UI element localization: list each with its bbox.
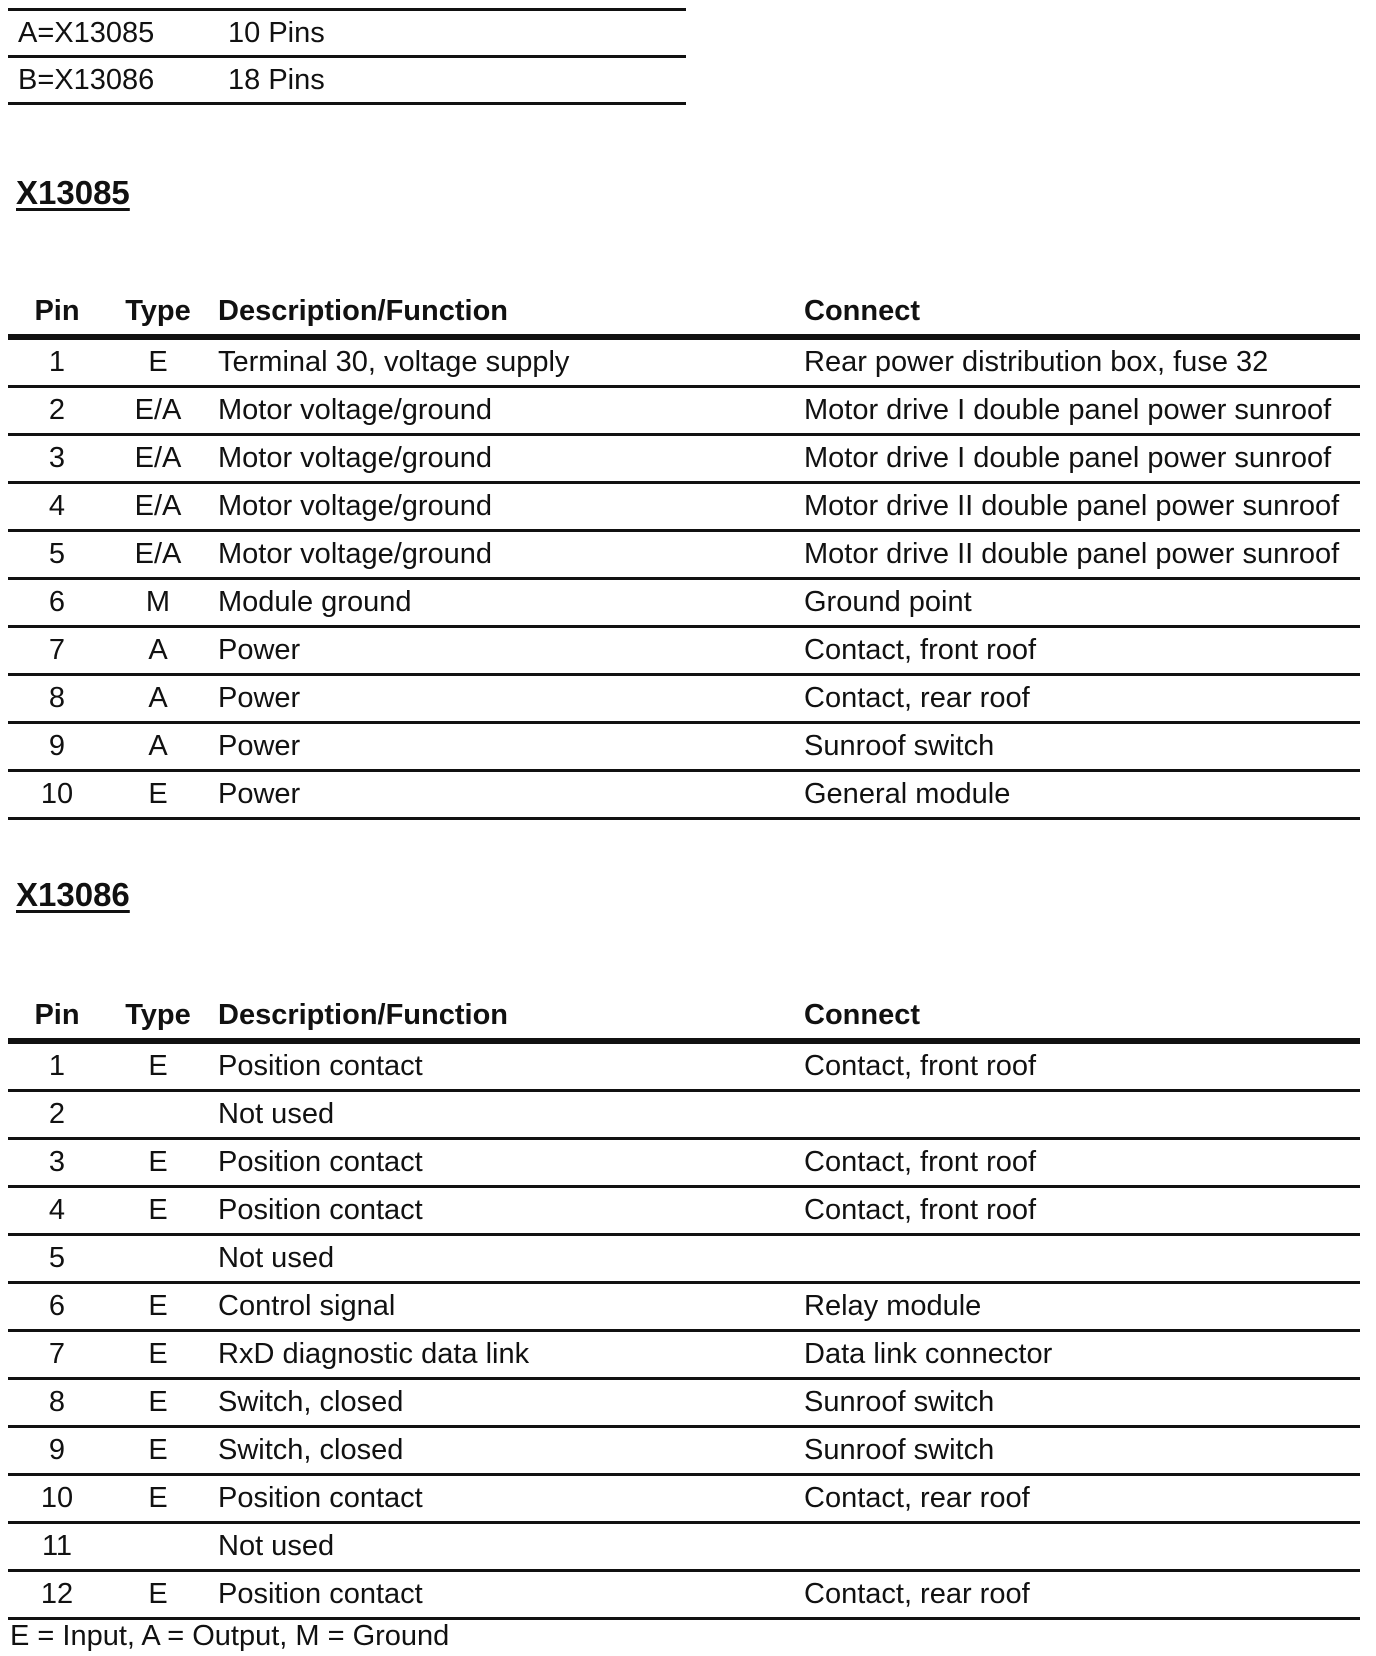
pin-connect: Motor drive II double panel power sunroof [788,531,1360,579]
pin-connect: Contact, rear roof [788,675,1360,723]
pin-type: E [106,1475,210,1523]
table-row [8,483,1360,531]
table-row [8,387,1360,435]
pin-connect: Motor drive II double panel power sunroof [788,483,1360,531]
pin-connect: General module [788,771,1360,819]
pin-number: 7 [8,1331,106,1379]
pin-number: 4 [8,483,106,531]
pin-description: Terminal 30, voltage supply [210,337,788,387]
summary-row [8,10,686,57]
pin-table-x13086 [8,986,1360,1620]
pin-description: Position contact [210,1139,788,1187]
table-row [8,1283,1360,1331]
pin-description: Not used [210,1091,788,1139]
pin-connect: Relay module [788,1283,1360,1331]
pin-type: E [106,1427,210,1475]
pin-type: E [106,337,210,387]
pin-description: Not used [210,1523,788,1571]
pin-type: E [106,1139,210,1187]
header-pin: Pin [8,282,106,337]
legend-text: E = Input, A = Output, M = Ground [10,1620,450,1652]
table-row [8,1523,1360,1571]
pin-connect: Data link connector [788,1331,1360,1379]
pin-type: A [106,627,210,675]
pin-number: 8 [8,1379,106,1427]
pin-number: 4 [8,1187,106,1235]
section-title-x13086: X13086 [16,876,130,913]
header-type: Type [106,282,210,337]
pin-type [106,1091,210,1139]
pin-number: 9 [8,723,106,771]
table-row [8,1427,1360,1475]
connector-summary-table [8,8,686,105]
table-row [8,435,1360,483]
table-row [8,1331,1360,1379]
pin-type: A [106,675,210,723]
pin-number: 10 [8,771,106,819]
pin-type: E [106,1379,210,1427]
table-row [8,1379,1360,1427]
pin-connect: Contact, rear roof [788,1571,1360,1619]
pin-description: Power [210,771,788,819]
pin-number: 6 [8,1283,106,1331]
pin-connect [788,1523,1360,1571]
table-row [8,627,1360,675]
header-description: Description/Function [210,986,788,1041]
pin-type: M [106,579,210,627]
pin-number: 5 [8,1235,106,1283]
header-row [8,986,1360,1041]
table-row [8,1235,1360,1283]
table-row [8,531,1360,579]
pin-number: 7 [8,627,106,675]
table-row [8,337,1360,387]
header-description: Description/Function [210,282,788,337]
pin-connect: Contact, front roof [788,1139,1360,1187]
table-row [8,1091,1360,1139]
pin-type: E [106,1571,210,1619]
pin-type: E [106,771,210,819]
header-row [8,282,1360,337]
pin-description: Power [210,627,788,675]
pin-description: Control signal [210,1283,788,1331]
pin-connect: Contact, front roof [788,1041,1360,1091]
pin-description: Not used [210,1235,788,1283]
pin-type [106,1235,210,1283]
table-row [8,1571,1360,1619]
connector-id: B=X13086 [8,57,218,104]
pin-description: Position contact [210,1041,788,1091]
pin-type: E/A [106,483,210,531]
pin-type: E [106,1331,210,1379]
pin-number: 8 [8,675,106,723]
header-connect: Connect [788,986,1360,1041]
table-row [8,579,1360,627]
pin-connect: Motor drive I double panel power sunroof [788,387,1360,435]
pin-number: 2 [8,1091,106,1139]
pin-description: Position contact [210,1187,788,1235]
pin-type: E [106,1187,210,1235]
table-row [8,771,1360,819]
pin-description: Switch, closed [210,1427,788,1475]
table-row [8,1139,1360,1187]
header-connect: Connect [788,282,1360,337]
pin-count: 10 Pins [218,10,686,57]
pin-type: A [106,723,210,771]
pin-type [106,1523,210,1571]
section-title-x13085: X13085 [16,174,130,211]
pin-connect: Contact, front roof [788,627,1360,675]
pin-description: Power [210,675,788,723]
pin-number: 3 [8,435,106,483]
pin-number: 1 [8,1041,106,1091]
pin-number: 2 [8,387,106,435]
pin-description: Module ground [210,579,788,627]
pin-connect: Ground point [788,579,1360,627]
pin-description: Motor voltage/ground [210,435,788,483]
pin-table-x13085 [8,282,1360,820]
pin-description: Switch, closed [210,1379,788,1427]
table-row [8,723,1360,771]
pin-number: 9 [8,1427,106,1475]
pin-connect: Sunroof switch [788,1427,1360,1475]
pin-number: 12 [8,1571,106,1619]
pin-connect: Contact, front roof [788,1187,1360,1235]
pin-description: RxD diagnostic data link [210,1331,788,1379]
pin-number: 6 [8,579,106,627]
pin-number: 5 [8,531,106,579]
table-row [8,675,1360,723]
pin-count: 18 Pins [218,57,686,104]
connector-id: A=X13085 [8,10,218,57]
pin-connect [788,1235,1360,1283]
pin-type: E/A [106,531,210,579]
pin-connect: Sunroof switch [788,723,1360,771]
table-row [8,1187,1360,1235]
pin-number: 10 [8,1475,106,1523]
pin-number: 11 [8,1523,106,1571]
pin-connect: Contact, rear roof [788,1475,1360,1523]
header-type: Type [106,986,210,1041]
pin-type: E/A [106,387,210,435]
summary-row [8,57,686,104]
pin-description: Position contact [210,1475,788,1523]
pin-type: E/A [106,435,210,483]
pin-description: Motor voltage/ground [210,531,788,579]
table-row [8,1041,1360,1091]
pin-connect: Sunroof switch [788,1379,1360,1427]
pin-number: 1 [8,337,106,387]
pin-description: Motor voltage/ground [210,483,788,531]
pin-connect [788,1091,1360,1139]
pin-description: Power [210,723,788,771]
pin-type: E [106,1041,210,1091]
pin-connect: Motor drive I double panel power sunroof [788,435,1360,483]
pin-type: E [106,1283,210,1331]
pin-description: Motor voltage/ground [210,387,788,435]
header-pin: Pin [8,986,106,1041]
pin-number: 3 [8,1139,106,1187]
pin-connect: Rear power distribution box, fuse 32 [788,337,1360,387]
table-row [8,1475,1360,1523]
pin-description: Position contact [210,1571,788,1619]
